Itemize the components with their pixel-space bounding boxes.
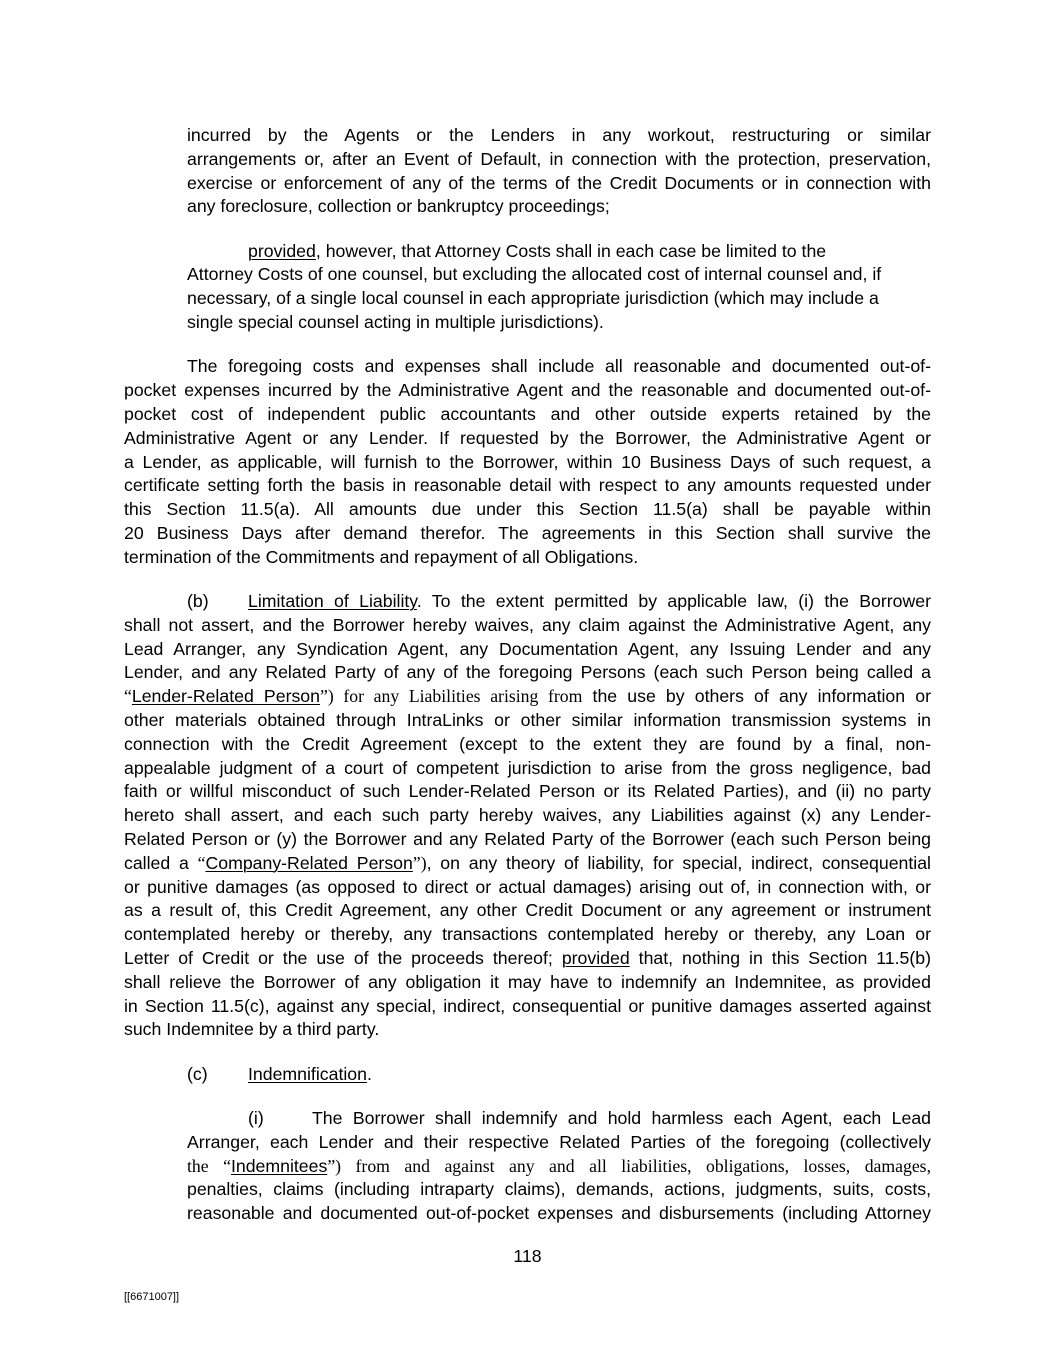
text-line: this Section 11.5(a). All amounts due under this Section 11.5(a) shall be payable within [124, 499, 931, 520]
text-line: Lender, and any Related Party of any of the foregoing Persons (each such Person being called a [124, 662, 931, 683]
text-line [124, 1063, 931, 1087]
text-line: 20 Business Days after demand therefor. The agreements in this Section shall survive the [124, 522, 931, 543]
text-line: reasonable and documented out-of-pocket expenses and disbursements (including Attorney [187, 1203, 931, 1224]
text-run: Letter of Credit or the use of the proceeds thereof; [124, 948, 562, 968]
text-run: , on any theory of liability, for special, indirect, consequential [426, 852, 931, 873]
text-run: the “ [187, 1155, 231, 1176]
text-line: Arranger, each Lender and their respective Related Parties of the foregoing (collectively [187, 1131, 931, 1152]
text-run: that, nothing in this Section 11.5(b) [629, 948, 931, 968]
text-line [187, 1107, 931, 1131]
text-line: penalties, claims (including intraparty claims), demands, actions, judgments, suits, costs, [187, 1179, 931, 1200]
quote-mark: ”) [412, 852, 427, 873]
text-line: incurred by the Agents or the Lenders in any workout, restructuring or similar [187, 125, 931, 145]
section-label: (c) [187, 1063, 208, 1084]
section-label: (i) [248, 1107, 264, 1128]
text-line: shall not assert, and the Borrower hereby waives, any claim against the Administrative Agent, any [124, 614, 931, 635]
text-run: . To the extent permitted by applicable law, (i) the Borrower [416, 591, 932, 612]
text-line: a Lender, as applicable, will furnish to the Borrower, within 10 Business Days of such request, a [124, 451, 931, 472]
text-line: any foreclosure, collection or bankruptcy proceedings; [187, 196, 610, 217]
cost-certification-paragraph [124, 355, 931, 569]
document-body [124, 124, 931, 1246]
text-line: such Indemnitee by a third party. [124, 1019, 380, 1040]
expense-recovery-clause [187, 124, 931, 219]
text-run: The Borrower shall indemnify and hold harmless each Agent, each Lead [312, 1107, 931, 1128]
defined-term: Lender-Related Person [131, 686, 320, 707]
text-line: as a result of, this Credit Agreement, any other Credit Document or any agreement or instrument [124, 900, 931, 921]
text-line: shall relieve the Borrower of any obligation it may have to indemnify an Indemnitee, as provided [124, 971, 931, 992]
text-line: pocket cost of independent public accountants and other outside experts retained by the [124, 403, 931, 424]
quote-mark: “ [124, 686, 132, 707]
text-run: ”) for any Liabilities arising from [319, 686, 583, 707]
text-run: , however, that Attorney Costs shall in each case be limited to the [315, 240, 827, 261]
defined-term: Company-Related Person [205, 852, 413, 873]
text-line [187, 1155, 931, 1179]
text-line [124, 852, 931, 876]
text-line: hereto shall assert, and each such party hereby waives, any Liabilities against (x) any Lender- [124, 805, 931, 826]
text-line [124, 685, 931, 709]
section-b-limitation-of-liability [124, 590, 931, 1042]
text-line: or punitive damages (as opposed to direct or actual damages) arising out of, in connection with, or [124, 876, 931, 897]
text-line: termination of the Commitments and repayment of all Obligations. [124, 546, 639, 567]
text-line: in Section 11.5(c), against any special, indirect, consequential or punitive damages asserted against [124, 995, 931, 1016]
attorney-costs-proviso [187, 240, 931, 335]
text-line: arrangements or, after an Event of Default, in connection with the protection, preservation, [187, 148, 931, 169]
text-line [124, 947, 931, 971]
quote-mark: “ [197, 852, 206, 873]
defined-term: provided [248, 240, 316, 261]
defined-term: provided [561, 948, 630, 968]
text-run: the use by others of any information or [582, 686, 931, 707]
text-line: other materials obtained through IntraLinks or other similar information transmission systems in [124, 710, 931, 731]
defined-term: Indemnitees [230, 1155, 328, 1176]
text-line: Related Person or (y) the Borrower and any Related Party of the Borrower (each such Person being [124, 829, 931, 850]
text-line: faith or willful misconduct of such Lender-Related Person or its Related Parties), and (ii) no party [124, 781, 931, 802]
section-heading: Indemnification [248, 1063, 367, 1084]
text-line: appealable judgment of a court of competent jurisdiction to arise from the gross negligence, bad [124, 757, 931, 778]
text-line: pocket expenses incurred by the Administrative Agent and the reasonable and documented out-of- [124, 380, 931, 401]
section-c-i-indemnity [187, 1107, 931, 1226]
text-line [124, 590, 931, 614]
document-id-footer: [[6671007]] [124, 1291, 180, 1303]
section-heading: Limitation of Liability [248, 591, 417, 612]
text-run: . [366, 1063, 372, 1084]
section-label: (b) [187, 591, 209, 612]
text-run: called a [124, 852, 198, 873]
text-line: The foregoing costs and expenses shall include all reasonable and documented out-of- [187, 356, 931, 377]
text-line: contemplated hereby or thereby, any transactions contemplated hereby or thereby, any Loan or [124, 924, 931, 945]
section-c-indemnification [124, 1063, 931, 1087]
text-line: Lead Arranger, any Syndication Agent, any Documentation Agent, any Issuing Lender and any [124, 638, 931, 659]
text-line: connection with the Credit Agreement (except to the extent they are found by a final, non- [124, 733, 931, 754]
text-line: single special counsel acting in multiple jurisdictions). [187, 312, 604, 333]
text-run: ”) from and against any and all liabilities, obligations, losses, damages, [327, 1155, 931, 1176]
text-line: Administrative Agent or any Lender. If requested by the Borrower, the Administrative Agent or [124, 427, 931, 448]
text-line: exercise or enforcement of any of the terms of the Credit Documents or in connection with [187, 172, 931, 193]
text-line: certificate setting forth the basis in reasonable detail with respect to any amounts requested under [124, 475, 931, 496]
text-line [187, 240, 931, 264]
text-line: Attorney Costs of one counsel, but excluding the allocated cost of internal counsel and, if [187, 264, 882, 285]
page-number: 118 [513, 1246, 542, 1266]
text-line: necessary, of a single local counsel in each appropriate jurisdiction (which may include a [187, 288, 879, 309]
